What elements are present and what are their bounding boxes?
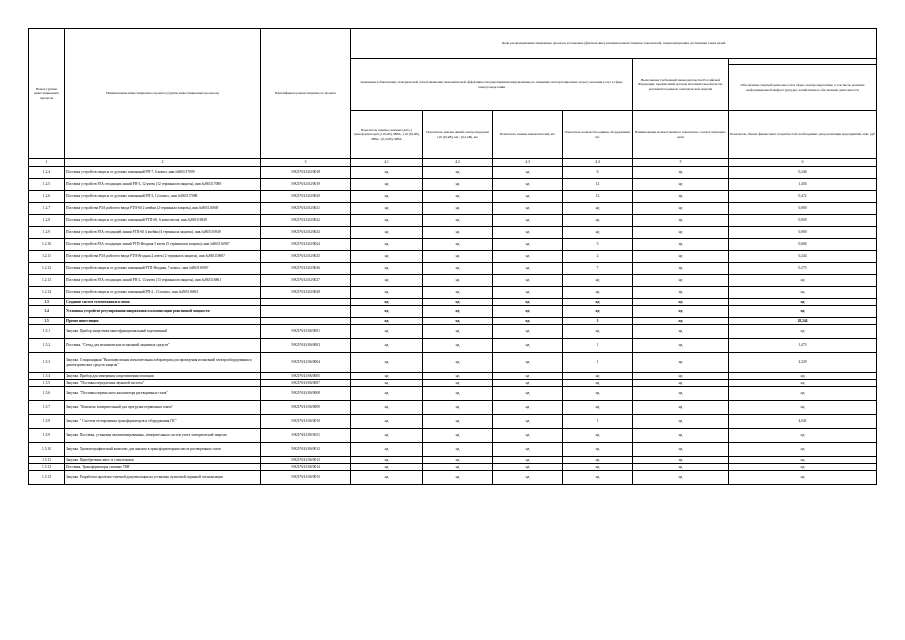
table-row [29, 401, 877, 415]
row-transformer-value: нд [351, 325, 423, 339]
row-breaker-value: нд [493, 353, 563, 373]
row-transformer-value: нд [351, 203, 423, 215]
row-quantity-value: нд [633, 443, 729, 457]
row-breaker-value: нд [493, 306, 563, 318]
row-project-id [261, 299, 351, 306]
row-financial-value: 0,000 [729, 215, 877, 227]
row-line-value: нд [423, 203, 493, 215]
row-project-id: Э/КЛ/Ч/41/02/0024 [261, 239, 351, 251]
table-row [29, 179, 877, 191]
row-line-value: нд [423, 353, 493, 373]
table-row [29, 251, 877, 263]
table-row [29, 318, 877, 325]
row-breaker-value: нд [493, 415, 563, 429]
row-project-id: Э/КЛ/Ч/41/02/0027 [261, 275, 351, 287]
row-quantity-value: нд [633, 325, 729, 339]
row-financial-value: нд [729, 443, 877, 457]
row-equipment-value: нд [563, 380, 633, 387]
table-body [29, 159, 877, 485]
row-breaker-value: нд [493, 471, 563, 485]
row-quantity-value: нд [633, 380, 729, 387]
column-number: 4.4 [563, 159, 633, 167]
row-project-id: Э/КЛ/Ч/41/06/0014 [261, 464, 351, 471]
row-financial-value: 4,041 [729, 415, 877, 429]
row-financial-value: 0,275 [729, 263, 877, 275]
row-project-id: Э/КЛ/Ч/41/06/0011 [261, 429, 351, 443]
header-project-id: Идентификатор инвестиционного проекта [261, 29, 351, 159]
row-line-value: нд [423, 457, 493, 464]
row-equipment-value: нд [563, 443, 633, 457]
row-project-name: Поставка устройств защиты от дуговых замыканий РТП-Ягодная, 7 компл., инв.№865116967 [65, 263, 261, 275]
row-transformer-value: нд [351, 263, 423, 275]
row-quantity-value: нд [633, 275, 729, 287]
row-project-name: Поставка устройств РЗА отходящих линий РП-3, 12 ячеек (12 терминалов защиты), инв.№865117088 [65, 179, 261, 191]
row-number: 1.5.1 [29, 325, 65, 339]
row-quantity-value: нд [633, 415, 729, 429]
row-equipment-value: нд [563, 429, 633, 443]
row-number: 1.2.8 [29, 215, 65, 227]
row-financial-value: нд [729, 325, 877, 339]
table-row [29, 167, 877, 179]
row-project-name: Поставка. "Стенд для механических испытаний защитных средств" [65, 339, 261, 353]
row-breaker-value: нд [493, 227, 563, 239]
row-transformer-value: нд [351, 415, 423, 429]
row-number: 1.5.9 [29, 429, 65, 443]
row-financial-value: нд [729, 306, 877, 318]
header-project-name: Наименование инвестиционного проекта (группы инвестиционных проектов) [65, 29, 261, 159]
row-line-value: нд [423, 325, 493, 339]
row-number: 1.5.11 [29, 457, 65, 464]
row-number: 1.5.3 [29, 353, 65, 373]
row-breaker-value: нд [493, 387, 563, 401]
row-line-value: нд [423, 373, 493, 380]
table-row [29, 191, 877, 203]
row-number: 1.2.6 [29, 191, 65, 203]
row-transformer-value: нд [351, 387, 423, 401]
row-quantity-value: нд [633, 287, 729, 299]
row-equipment-value: 1 [563, 415, 633, 429]
table-row [29, 325, 877, 339]
row-project-name: Создание систем телемеханики и связи [65, 299, 261, 306]
table-row [29, 299, 877, 306]
row-project-id: Э/КЛ/Ч/41/06/0001 [261, 325, 351, 339]
row-equipment-value: нд [563, 373, 633, 380]
row-project-id: Э/КЛ/Ч/41/06/0009 [261, 401, 351, 415]
investment-table-sheet [28, 28, 876, 485]
row-breaker-value: нд [493, 263, 563, 275]
row-financial-value: нд [729, 401, 877, 415]
row-transformer-value: нд [351, 306, 423, 318]
row-project-name: Закупка. Прибор энерготика многофункциональный портативный [65, 325, 261, 339]
column-number: 2 [65, 159, 261, 167]
row-financial-value: 0,000 [729, 203, 877, 215]
row-transformer-value: нд [351, 457, 423, 464]
row-quantity-value: нд [633, 318, 729, 325]
row-equipment-value: 3 [563, 318, 633, 325]
row-breaker-value: нд [493, 167, 563, 179]
row-financial-value: нд [729, 373, 877, 380]
header-financial-needs: Показатель объема финансовых потребностей, необходимых для реализации мероприятий, млн. руб [729, 111, 877, 159]
row-project-name: Закупка. "Поставка переносного анализатора растворенных газов" [65, 387, 261, 401]
column-number: 5 [633, 159, 729, 167]
row-line-value: нд [423, 306, 493, 318]
column-number: 4.2 [423, 159, 493, 167]
row-financial-value: нд [729, 287, 877, 299]
row-quantity-value: нд [633, 306, 729, 318]
row-project-name: Поставка устройств РЗА отходящих линий РТП-Ягодная 5 ячеек (5 терминалов защиты), инв.№865116967 [65, 239, 261, 251]
row-line-value: нд [423, 415, 493, 429]
table-row [29, 429, 877, 443]
row-transformer-value: нд [351, 179, 423, 191]
row-equipment-value: нд [563, 401, 633, 415]
table-row [29, 387, 877, 401]
header-replacement-group: Замещение (обновление) электрической сети/повышение экономической эффективности (мероприятия направленные на снижение эксплуатационных затрат) оказания услуг в сфере электроэнергетики [351, 59, 633, 111]
row-transformer-value: нд [351, 287, 423, 299]
row-project-id: Э/КЛ/Ч/41/06/0013 [261, 457, 351, 464]
row-project-id: Э/КЛ/Ч/41/06/0010 [261, 415, 351, 429]
table-row [29, 457, 877, 464]
row-financial-value: нд [729, 429, 877, 443]
row-number: 1.2.12 [29, 263, 65, 275]
row-equipment-value: нд [563, 215, 633, 227]
row-project-id: Э/КЛ/Ч/41/06/0008 [261, 387, 351, 401]
column-number: 4.3 [493, 159, 563, 167]
row-line-value: нд [423, 251, 493, 263]
row-quantity-value: нд [633, 353, 729, 373]
row-quantity-value: нд [633, 387, 729, 401]
row-line-value: нд [423, 215, 493, 227]
row-project-id: Э/КЛ/Ч/41/02/0021 [261, 203, 351, 215]
row-transformer-value: нд [351, 251, 423, 263]
row-number: 1.2.5 [29, 179, 65, 191]
row-transformer-value: нд [351, 191, 423, 203]
header-law-group: Выполнение требований законодательства Российской Федерации, предписаний органов исполнительной власти, регламентов рынков электрической энергии [633, 59, 729, 111]
row-breaker-value: нд [493, 191, 563, 203]
row-transformer-value: нд [351, 353, 423, 373]
row-number: 1.2.9 [29, 227, 65, 239]
row-financial-value: нд [729, 457, 877, 464]
row-breaker-value: нд [493, 380, 563, 387]
row-project-id: Э/КЛ/Ч/41/06/0015 [261, 471, 351, 485]
row-project-name: Закупка. Хроматографический комплекс для анализа в трансформаторном масле растворенных газов [65, 443, 261, 457]
row-number: 1.2.14 [29, 287, 65, 299]
row-equipment-value: 5 [563, 239, 633, 251]
row-transformer-value: нд [351, 464, 423, 471]
row-line-value: нд [423, 275, 493, 287]
row-breaker-value: нд [493, 457, 563, 464]
table-row [29, 203, 877, 215]
row-project-name: Установка устройств регулирования напряжения и компенсации реактивной мощности [65, 306, 261, 318]
row-quantity-value: нд [633, 239, 729, 251]
row-equipment-value: нд [563, 287, 633, 299]
row-breaker-value: нд [493, 179, 563, 191]
row-number: 1.2.7 [29, 203, 65, 215]
row-line-value: нд [423, 299, 493, 306]
row-line-value: нд [423, 443, 493, 457]
row-quantity-value: нд [633, 339, 729, 353]
row-project-id: Э/КЛ/Ч/41/06/0004 [261, 353, 351, 373]
row-number: 1.5 [29, 318, 65, 325]
row-number: 1.2.10 [29, 239, 65, 251]
row-project-id: Э/КЛ/Ч/41/02/0028 [261, 287, 351, 299]
row-quantity-value: нд [633, 227, 729, 239]
row-number: 1.5.10 [29, 443, 65, 457]
row-breaker-value: нд [493, 443, 563, 457]
row-number: 1.5.6 [29, 387, 65, 401]
header-group-number: Номер группы инвестиционных проектов [29, 29, 65, 159]
table-row [29, 373, 877, 380]
row-project-id: Э/КЛ/Ч/41/06/0003 [261, 339, 351, 353]
row-equipment-value: нд [563, 325, 633, 339]
table-row [29, 215, 877, 227]
row-project-name: Закупка. Стационарная "Высоковольтная испытательная лаборатория для проведения испытаний электрооборудования и диэлектрических средств защиты" [65, 353, 261, 373]
row-project-name: Закупка. "Поставка передатчика звуковой частоты" [65, 380, 261, 387]
row-breaker-value: нд [493, 203, 563, 215]
header-transformer-replacement: Показатель замены силовых (авто-) трансформаторов (110 кВ), МВА / (10 (6) кВ), МВА / (0,4 кВ), МВА [351, 111, 423, 159]
row-equipment-value: 1 [563, 339, 633, 353]
row-financial-value: 2,329 [729, 353, 877, 373]
table-row [29, 227, 877, 239]
row-financial-value: 0,246 [729, 167, 877, 179]
row-project-id: Э/КЛ/Ч/41/02/0025 [261, 251, 351, 263]
row-breaker-value: нд [493, 401, 563, 415]
row-transformer-value: нд [351, 471, 423, 485]
row-line-value: нд [423, 429, 493, 443]
row-financial-value: нд [729, 464, 877, 471]
row-financial-value: нд [729, 299, 877, 306]
row-project-name: Прочие инвестиции [65, 318, 261, 325]
row-project-id: Э/КЛ/Ч/41/02/0020 [261, 191, 351, 203]
row-financial-value: 0,000 [729, 227, 877, 239]
row-equipment-value: нд [563, 471, 633, 485]
table-row [29, 353, 877, 373]
header-support-group: Обеспечение текущей деятельности в сфере электроэнергетики, в том числе развитие информационной инфраструктуры, хозяйственное обеспечение деятельности [729, 65, 877, 111]
table-row [29, 239, 877, 251]
row-project-id: Э/КЛ/Ч/41/02/0026 [261, 263, 351, 275]
table-row [29, 339, 877, 353]
row-breaker-value: нд [493, 464, 563, 471]
column-number: 3 [261, 159, 351, 167]
row-line-value: нд [423, 287, 493, 299]
row-transformer-value: нд [351, 380, 423, 387]
row-quantity-value: нд [633, 464, 729, 471]
row-project-id: Э/КЛ/Ч/41/06/0012 [261, 443, 351, 457]
row-quantity-value: нд [633, 203, 729, 215]
row-financial-value: нд [729, 387, 877, 401]
row-project-name: Закупка. Разработка проектно-сметной документации на установку пультовой охранной сигнализации [65, 471, 261, 485]
row-equipment-value: нд [563, 203, 633, 215]
row-project-id: Э/КЛ/Ч/41/02/0018 [261, 167, 351, 179]
row-line-value: нд [423, 380, 493, 387]
row-equipment-value: 2 [563, 251, 633, 263]
row-financial-value: 1,456 [729, 179, 877, 191]
table-row [29, 263, 877, 275]
row-project-name: Закупка. Приобретение авто- и спецтехники [65, 457, 261, 464]
row-equipment-value: нд [563, 306, 633, 318]
header-breaker-replacement: Показатель замены выключателей, шт. [493, 111, 563, 159]
table-row [29, 415, 877, 429]
header-goals: Цели реализации инвестиционных проектов и плановые (фактические) значения количественных показателей, характеризующих достижение таких целей [351, 29, 877, 59]
row-project-id: Э/КЛ/Ч/41/06/0005 [261, 373, 351, 380]
row-project-name: Поставка устройств защиты от дуговых замыканий РП-2 , 13 компл., инв.№865116861 [65, 287, 261, 299]
row-quantity-value: нд [633, 457, 729, 464]
row-transformer-value: нд [351, 443, 423, 457]
row-number: 1.5.4 [29, 373, 65, 380]
row-quantity-value: нд [633, 401, 729, 415]
row-financial-value: 0,472 [729, 191, 877, 203]
row-project-name: Поставка устройств защиты от дуговых замыканий РП-3, 12 компл., инв.№865117088 [65, 191, 261, 203]
table-row [29, 471, 877, 485]
row-number: 1.5.5 [29, 380, 65, 387]
row-breaker-value: нд [493, 373, 563, 380]
row-financial-value: 0,244 [729, 251, 877, 263]
column-number: 1 [29, 159, 65, 167]
row-quantity-value: нд [633, 263, 729, 275]
row-line-value: нд [423, 179, 493, 191]
row-breaker-value: нд [493, 275, 563, 287]
row-number: 1.5.2 [29, 339, 65, 353]
row-project-id: Э/КЛ/Ч/41/02/0023 [261, 227, 351, 239]
column-number-row [29, 159, 877, 167]
header-equipment-count: Показатель количества единиц оборудования, шт. [563, 111, 633, 159]
row-financial-value: 28,244 [729, 318, 877, 325]
row-project-name: Поставка. Трансформаторы силовые ТМГ [65, 464, 261, 471]
row-line-value: нд [423, 239, 493, 251]
row-project-id [261, 318, 351, 325]
investment-projects-table [28, 28, 877, 485]
row-number: 1.2.4 [29, 167, 65, 179]
row-project-name: Закупка. " Система тестирования трансформаторов и оборудования ПС" [65, 415, 261, 429]
table-row [29, 464, 877, 471]
row-quantity-value: нд [633, 251, 729, 263]
row-number: 1.5.8 [29, 415, 65, 429]
row-quantity-value: нд [633, 179, 729, 191]
row-breaker-value: нд [493, 287, 563, 299]
row-equipment-value: 1 [563, 353, 633, 373]
header-line-replacement: Показатель замены линий электропередачи (10 (6) кВ), км / (0,4 кВ), км [423, 111, 493, 159]
table-row [29, 443, 877, 457]
row-line-value: нд [423, 318, 493, 325]
row-transformer-value: нд [351, 373, 423, 380]
row-quantity-value: нд [633, 215, 729, 227]
row-project-name: Закупка. "Комплекс измерительный для прогрузки первичным током" [65, 401, 261, 415]
row-equipment-value: 6 [563, 167, 633, 179]
row-number: 1.5.12 [29, 464, 65, 471]
row-quantity-value: нд [633, 429, 729, 443]
row-quantity-value: нд [633, 191, 729, 203]
row-transformer-value: нд [351, 227, 423, 239]
row-transformer-value: нд [351, 215, 423, 227]
row-breaker-value: нд [493, 239, 563, 251]
row-project-name: Поставка устройств защиты от дуговых замыканий РП-7, 6 компл.,инв.№865117009 [65, 167, 261, 179]
row-equipment-value: нд [563, 387, 633, 401]
row-equipment-value: нд [563, 227, 633, 239]
row-equipment-value: 12 [563, 179, 633, 191]
row-financial-value: нд [729, 380, 877, 387]
row-transformer-value: нд [351, 401, 423, 415]
column-number: 4.1 [351, 159, 423, 167]
row-number: 1.3 [29, 299, 65, 306]
row-equipment-value: нд [563, 299, 633, 306]
row-equipment-value: нд [563, 464, 633, 471]
row-line-value: нд [423, 464, 493, 471]
row-transformer-value: нд [351, 339, 423, 353]
row-breaker-value: нд [493, 325, 563, 339]
row-quantity-value: нд [633, 299, 729, 306]
row-project-name: Поставка устройства РЗА рабочего ввода РТП-Ягодная 2 ячеек (2 терминала защиты), инв.№865116967 [65, 251, 261, 263]
row-project-id: Э/КЛ/Ч/41/02/0022 [261, 215, 351, 227]
row-project-name: Поставка устройств РЗА отходящей линии РТП-60 4 ячейки (4 терминала защиты), инв.№865116949 [65, 227, 261, 239]
row-number: 1.5.7 [29, 401, 65, 415]
row-breaker-value: нд [493, 429, 563, 443]
row-quantity-value: нд [633, 471, 729, 485]
row-line-value: нд [423, 191, 493, 203]
row-number: 1.2.13 [29, 275, 65, 287]
row-line-value: нд [423, 263, 493, 275]
row-transformer-value: нд [351, 318, 423, 325]
row-project-id: Э/КЛ/Ч/41/02/0019 [261, 179, 351, 191]
row-equipment-value: 7 [563, 263, 633, 275]
row-project-name: Поставка устройств защиты от дуговых замыканий РТП-60, 6 комплектов, инв.№865116949 [65, 215, 261, 227]
row-transformer-value: нд [351, 299, 423, 306]
row-quantity-value: нд [633, 373, 729, 380]
row-breaker-value: нд [493, 215, 563, 227]
row-financial-value: нд [729, 275, 877, 287]
row-equipment-value: 12 [563, 191, 633, 203]
row-financial-value: 0,606 [729, 239, 877, 251]
row-project-id: Э/КЛ/Ч/41/06/0007 [261, 380, 351, 387]
row-line-value: нд [423, 471, 493, 485]
row-project-name: Поставка устройства РЗА рабочего ввода РТП-60 2 ячейки (2 терминала защиты), инв.№865116949 [65, 203, 261, 215]
row-line-value: нд [423, 167, 493, 179]
header-quantity-indicator: Наименование количественного показателя, соответствующего цели [633, 111, 729, 159]
table-row [29, 380, 877, 387]
row-financial-value: нд [729, 471, 877, 485]
row-breaker-value: нд [493, 318, 563, 325]
row-line-value: нд [423, 387, 493, 401]
row-number: 1.4 [29, 306, 65, 318]
row-project-name: Поставка устройств РЗА отходящих линий РП-2, 13 ячеек (13 терминалов защиты), инв.№865116861 [65, 275, 261, 287]
table-row [29, 287, 877, 299]
row-equipment-value: нд [563, 457, 633, 464]
row-transformer-value: нд [351, 275, 423, 287]
table-row [29, 306, 877, 318]
column-number: 6 [729, 159, 877, 167]
row-line-value: нд [423, 339, 493, 353]
row-breaker-value: нд [493, 251, 563, 263]
row-project-name: Закупка. Поставка, установка автоматизированных, измерительных систем учета электрической энергии [65, 429, 261, 443]
row-transformer-value: нд [351, 239, 423, 251]
row-transformer-value: нд [351, 167, 423, 179]
row-breaker-value: нд [493, 339, 563, 353]
row-number: 1.2.11 [29, 251, 65, 263]
row-quantity-value: нд [633, 167, 729, 179]
row-line-value: нд [423, 401, 493, 415]
row-line-value: нд [423, 227, 493, 239]
row-equipment-value: нд [563, 275, 633, 287]
row-number: 1.5.13 [29, 471, 65, 485]
row-project-name: Закупка. Прибор для измерения сопротивления изоляции [65, 373, 261, 380]
row-project-id [261, 306, 351, 318]
table-row [29, 275, 877, 287]
row-financial-value: 1,473 [729, 339, 877, 353]
row-transformer-value: нд [351, 429, 423, 443]
row-breaker-value: нд [493, 299, 563, 306]
